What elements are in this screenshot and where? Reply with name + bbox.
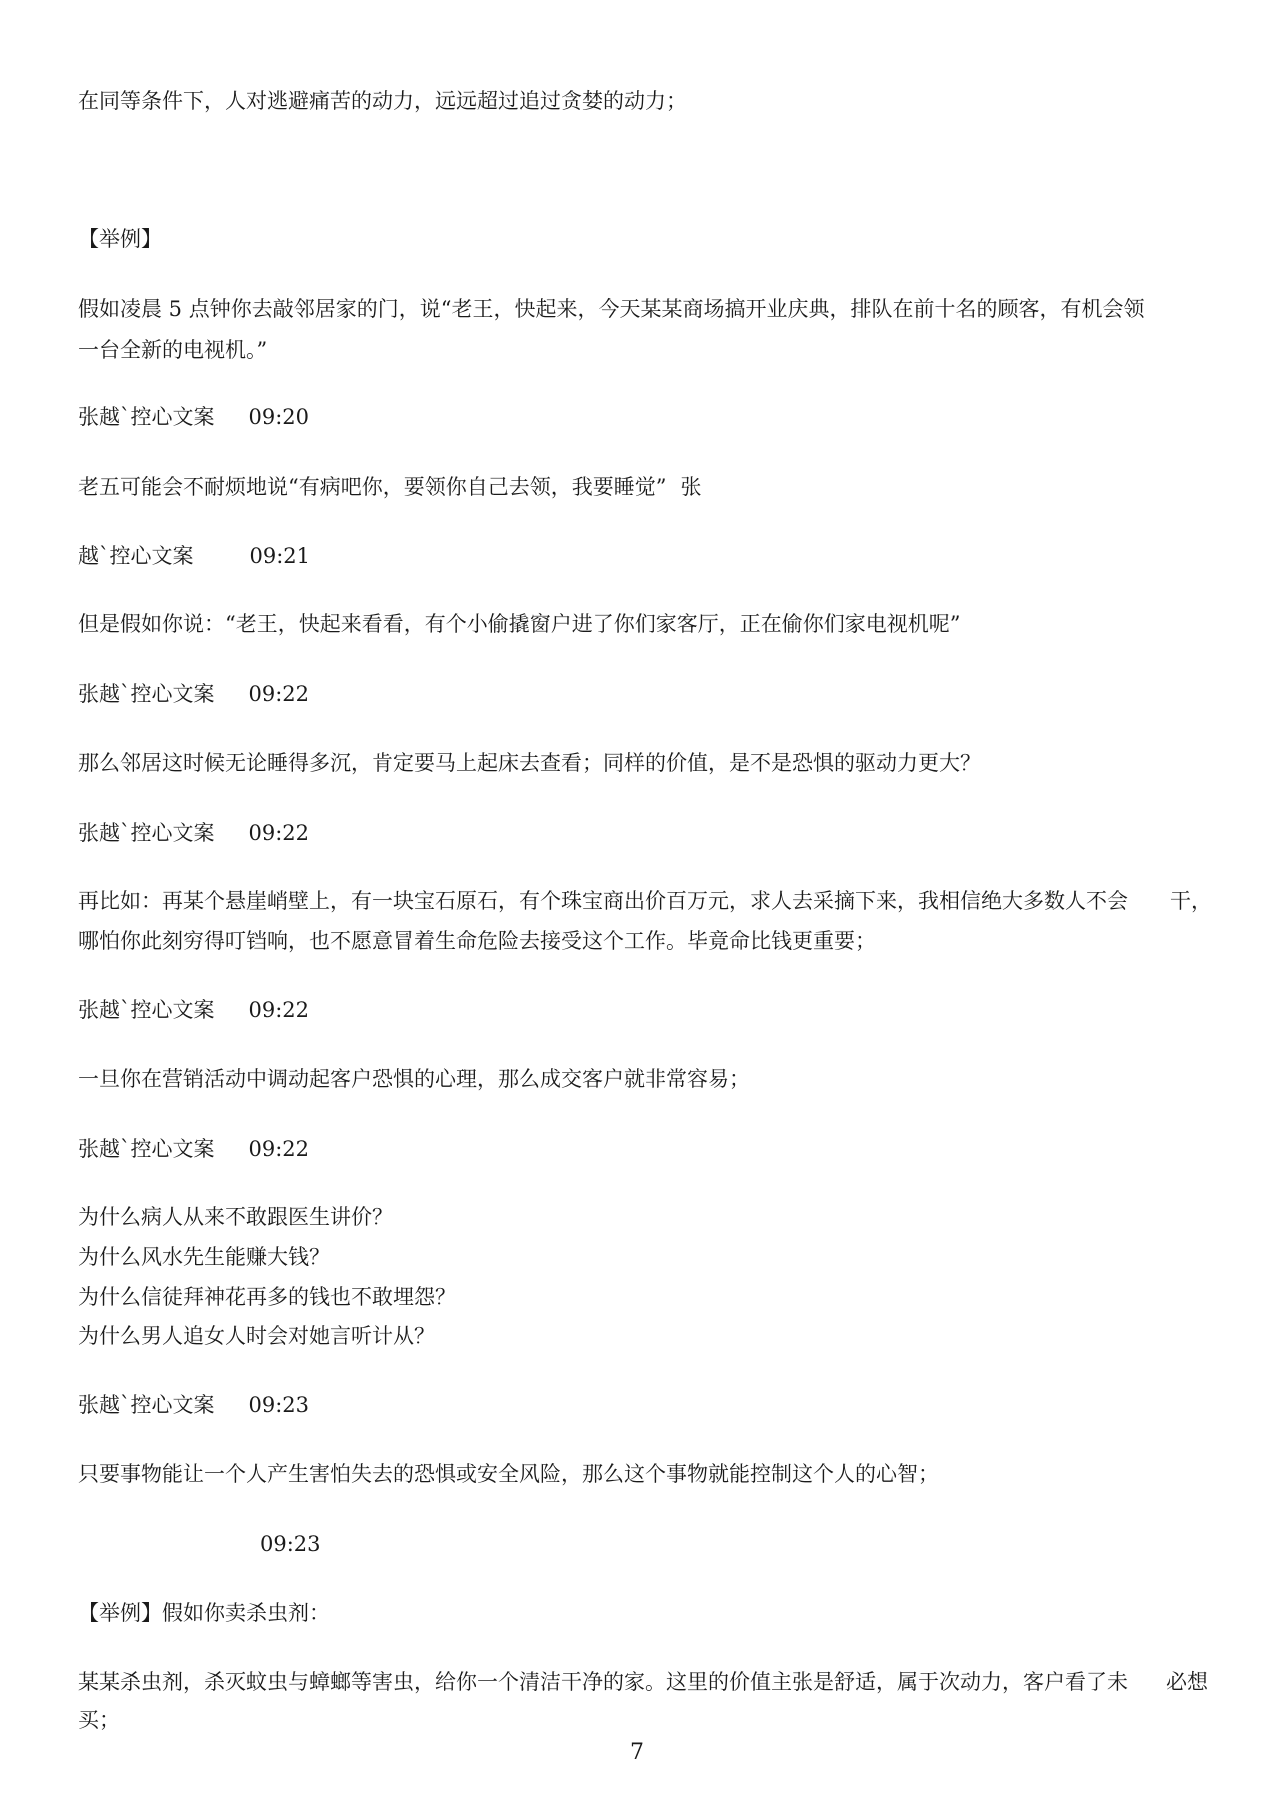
text-line: 假如凌晨 5 点钟你去敲邻居家的门，说“老王，快起来，今天某某商场搞开业庆典，排队在前十名的顾客，有机会领 bbox=[78, 297, 1145, 321]
text-line: 那么邻居这时候无论睡得多沉，肯定要马上起床去查看；同样的价值，是不是恐惧的驱动力更大？ bbox=[78, 751, 981, 775]
chat-header bbox=[78, 677, 309, 711]
chat-sender: 张越`控心文案 bbox=[78, 998, 215, 1022]
page-number: 7 bbox=[630, 1740, 644, 1765]
chat-sender: 张越`控心文案 bbox=[78, 821, 215, 845]
text-line: 为什么病人从来不敢跟医生讲价？ bbox=[78, 1205, 393, 1229]
chat-header bbox=[78, 1132, 309, 1166]
chat-time: 09:22 bbox=[248, 821, 310, 845]
chat-time: 09:22 bbox=[248, 1137, 310, 1161]
chat-sender: 张越`控心文案 bbox=[78, 1137, 215, 1161]
chat-header bbox=[78, 1388, 309, 1422]
text-span: 张 bbox=[680, 475, 702, 499]
chat-sender: 张越`控心文案 bbox=[78, 682, 215, 706]
chat-sender: 张越`控心文案 bbox=[78, 1393, 215, 1417]
chat-sender: 越`控心文案 bbox=[78, 544, 194, 568]
text-span: 再比如：再某个悬崖峭壁上，有一块宝石原石，有个珠宝商出价百万元，求人去采摘下来，我相信绝大多数人不会 bbox=[78, 889, 1128, 913]
chat-time: 09:23 bbox=[260, 1532, 321, 1556]
text-line: 为什么风水先生能赚大钱？ bbox=[78, 1245, 330, 1269]
text-line: 一旦你在营销活动中调动起客户恐惧的心理，那么成交客户就非常容易； bbox=[78, 1067, 750, 1091]
text-line: 只要事物能让一个人产生害怕失去的恐惧或安全风险，那么这个事物就能控制这个人的心智； bbox=[78, 1462, 939, 1486]
chat-time: 09:22 bbox=[248, 998, 310, 1022]
text-line: 一台全新的电视机。” bbox=[78, 338, 268, 362]
chat-header bbox=[78, 400, 309, 434]
chat-header bbox=[78, 816, 309, 850]
chat-time: 09:23 bbox=[248, 1393, 310, 1417]
text-line: 哪怕你此刻穷得叮铛响，也不愿意冒着生命危险去接受这个工作。毕竟命比钱更重要； bbox=[78, 929, 876, 953]
text-span: 必想 bbox=[1166, 1670, 1208, 1694]
text-line bbox=[78, 1665, 1208, 1699]
text-line: 买； bbox=[78, 1708, 120, 1732]
text-span: 老五可能会不耐烦地说“有病吧你，要领你自己去领，我要睡觉” bbox=[78, 475, 667, 499]
text-span: 干， bbox=[1170, 889, 1212, 913]
text-line: 在同等条件下，人对逃避痛苦的动力，远远超过追过贪婪的动力； bbox=[78, 89, 687, 113]
chat-time: 09:22 bbox=[248, 682, 310, 706]
text-line: 但是假如你说：“老王，快起来看看，有个小偷撬窗户进了你们家客厅，正在偷你们家电视机呢” bbox=[78, 612, 961, 636]
text-line bbox=[78, 884, 1212, 918]
chat-time: 09:21 bbox=[249, 544, 311, 568]
text-span: 某某杀虫剂，杀灭蚊虫与蟑螂等害虫，给你一个清洁干净的家。这里的价值主张是舒适，属于次动力，客户看了未 bbox=[78, 1670, 1128, 1694]
example-heading: 【举例】 bbox=[78, 227, 162, 251]
example-heading: 【举例】假如你卖杀虫剂： bbox=[78, 1601, 330, 1625]
chat-header bbox=[78, 993, 309, 1027]
chat-sender: 张越`控心文案 bbox=[78, 405, 215, 429]
chat-time: 09:20 bbox=[248, 405, 310, 429]
text-line bbox=[78, 470, 701, 504]
text-line: 为什么信徒拜神花再多的钱也不敢埋怨？ bbox=[78, 1285, 456, 1309]
text-line: 为什么男人追女人时会对她言听计从？ bbox=[78, 1324, 435, 1348]
chat-header bbox=[78, 539, 310, 573]
